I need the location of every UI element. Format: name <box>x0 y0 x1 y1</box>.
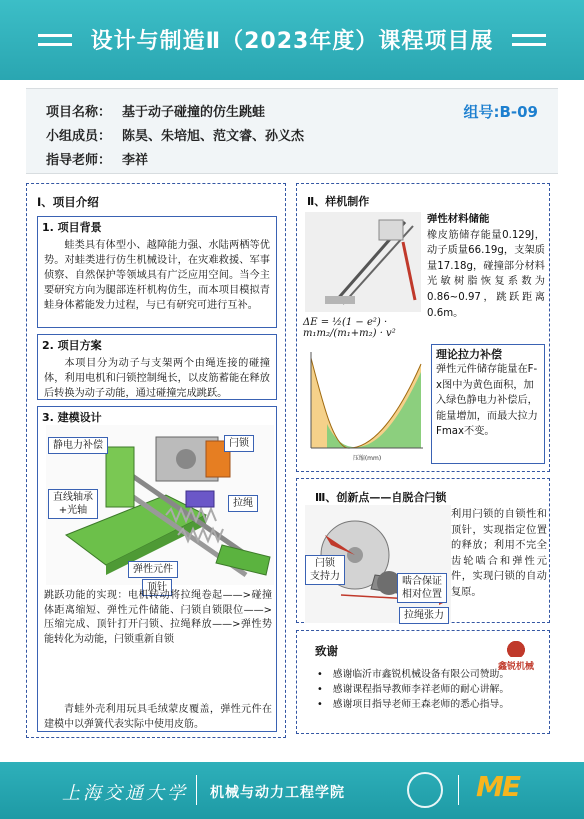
advisor-key: 指导老师： <box>46 153 112 168</box>
header-decoration-right <box>512 34 546 46</box>
list-item: • 感谢项目指导老师王森老师的悉心指导。 <box>317 697 549 712</box>
prototype-photo <box>305 212 421 312</box>
elastic-body: 橡皮筋储存能量0.129J，动子质量66.19g，支架质量17.18g，碰撞部分材料光敏树脂恢复系数为0.86~0.97，跳跃距离0.6m。 <box>427 229 545 319</box>
background-title: 1. 项目背景 <box>42 221 102 234</box>
members-value: 陈昊、朱培旭、范文睿、孙义杰 <box>122 129 305 144</box>
section-project-intro <box>26 183 286 738</box>
section-title: 致谢 <box>315 644 338 658</box>
elastic-title: 弹性材料储能 <box>427 213 490 225</box>
acknowledgement-list <box>317 667 549 712</box>
university-seal-icon <box>407 772 443 808</box>
project-name-value: 基于动子碰撞的仿生跳蛙 <box>122 105 266 120</box>
innovation-text: 利用闩锁的自锁性和顶针，实现指定位置的释放；利用不完全齿轮啮合和弹性元件，实现闩锁的自动复原。 <box>451 509 547 598</box>
theory-box <box>431 344 545 464</box>
theory-title: 理论拉力补偿 <box>436 348 502 361</box>
label-bearing: 直线轴承 +光轴 <box>48 489 98 519</box>
university-name: 上海交通大学 <box>62 783 188 804</box>
poster-title: 设计与制造Ⅱ（2023年度）课程项目展 <box>90 29 494 54</box>
list-item: • 感谢临沂市鑫锐机械设备有限公司赞助。 <box>317 667 549 682</box>
section-title: Ⅲ、创新点——自脱合闩锁 <box>315 491 447 504</box>
footer-divider <box>458 775 459 805</box>
section-acknowledgements <box>296 630 550 734</box>
label-latch: 闩锁 <box>224 435 254 452</box>
advisor-value: 李祥 <box>122 153 149 168</box>
project-info <box>26 88 558 174</box>
plan-text: 本项目分为动子与支架两个由绳连接的碰撞体，利用电机和闩锁控制绳长，以皮筋蓄能在释放后转换为动子动能，通过碰撞完成跳跃。 <box>44 358 270 399</box>
background-text: 蛙类具有体型小、越障能力强、水陆两栖等优势。对蛙类进行仿生机械设计，在灾难救援、军事侦察、自然保护等领域具有广泛应用空间。当今主要研究方向为腿部连杆机构仿生，而本项目模拟青蛙身体蓄能发力过程，与已有研究可进行互补。 <box>44 240 270 311</box>
school-name: 机械与动力工程学院 <box>210 785 345 801</box>
poster-footer <box>0 762 584 819</box>
project-name-key: 项目名称： <box>46 105 112 120</box>
section-title: Ⅰ、项目介绍 <box>37 195 99 209</box>
section-innovation <box>296 478 550 623</box>
plan-title: 2. 项目方案 <box>42 339 102 352</box>
chart-xlabel: 压缩(mm) <box>352 455 382 462</box>
energy-formula: ΔE = ½(1 − e²) · m₁m₂/(m₁+m₂) · v² <box>303 317 396 339</box>
label-pin: 顶针 <box>142 579 172 596</box>
label-rope-tension: 拉绳张力 <box>399 607 449 624</box>
modeling-box <box>37 406 277 732</box>
sponsor-logo-mark <box>504 639 528 657</box>
label-spring: 弹性元件 <box>128 561 178 578</box>
section-title: Ⅱ、样机制作 <box>307 195 370 208</box>
background-box <box>37 216 277 328</box>
label-static-force: 静电力补偿 <box>48 437 108 454</box>
plan-box <box>37 334 277 400</box>
force-displacement-chart <box>303 344 429 464</box>
modeling-note: 青蛙外壳利用玩具毛绒蒙皮覆盖，弹性元件在建模中以弹簧代表实际中使用皮筋。 <box>44 704 272 730</box>
section-prototype <box>296 183 550 472</box>
label-rope: 拉绳 <box>228 495 258 512</box>
project-name-row <box>46 101 265 120</box>
members-row <box>46 125 304 144</box>
advisor-row <box>46 149 148 168</box>
poster-header <box>0 0 584 80</box>
sponsor-logo-text: 鑫锐机械 <box>497 662 534 672</box>
group-number: 组号:B-09 <box>463 103 538 121</box>
footer-divider <box>196 775 197 805</box>
elastic-energy-text <box>427 212 545 321</box>
members-key: 小组成员： <box>46 129 112 144</box>
label-latch-support: 闩锁 支持力 <box>305 555 345 585</box>
label-mesh-position: 啮合保证 相对位置 <box>397 573 447 603</box>
process-text: 跳跃功能的实现：电机转动将拉绳卷起——>碰撞体距离缩短、弹性元件储能、闩锁自锁限位——>压缩完成、顶针打开闩锁、拉绳释放——>弹性势能转化为动能，闩锁重新自锁 <box>44 590 272 645</box>
modeling-title: 3. 建模设计 <box>42 411 102 424</box>
list-item: • 感谢课程指导教师李祥老师的耐心讲解。 <box>317 682 549 697</box>
theory-body: 弹性元件储存能量在F-x图中为黄色面积，加入绿色静电力补偿后，能量增加，而最大拉力Fmax不变。 <box>436 364 538 438</box>
me-logo: ME <box>476 770 519 803</box>
